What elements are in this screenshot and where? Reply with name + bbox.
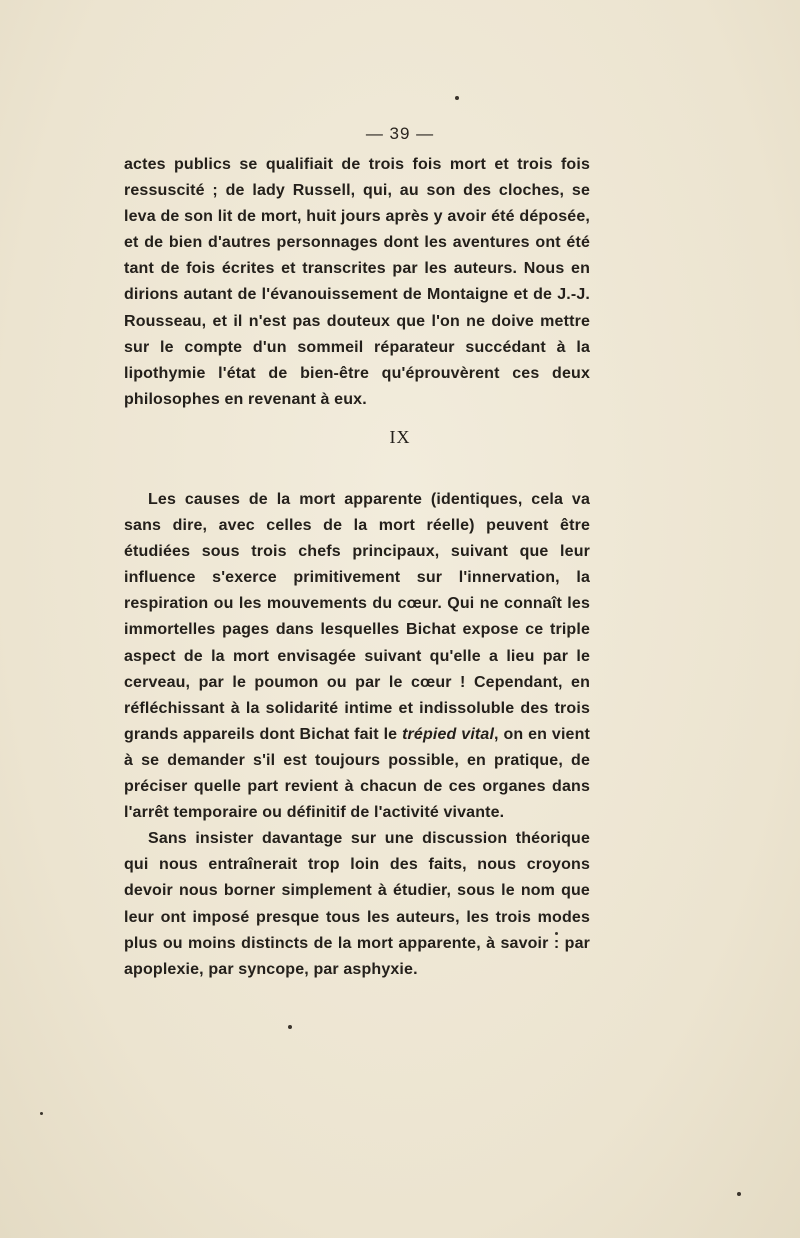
page-number: — 39 — [365,124,435,143]
paper-speck [40,1112,43,1115]
paper-speck [737,1192,741,1196]
paragraph-causes-text: Les causes de la mort apparente (identiques, cela va sans dire, avec celles de la mort réelle) peuvent être étudiées sous trois chefs principaux, suivant que leur influence s'exerce primitivement sur l'innervation, la respiration ou les mouvements du cœur. Qui ne connaît les immortelles pages dans lesquelles Bichat expose ce triple aspect de la mort envisagée suivant qu'elle a lieu par le cerveau, par le poumon ou par le cœur ! Cependant, en réfléchissant à la solidarité intime et indissoluble des trois grands appareils dont Bichat fait le [124,491,590,743]
paragraph-causes [124,487,590,826]
section-body [124,487,590,983]
paragraph-causes-text-end: , on en vient à se demander s'il est toujours possible, en pratique, de préciser quelle part revient à chacun de ces organes dans l'arrêt temporaire ou définitif de l'activité vivante. [124,725,591,822]
paragraph-top [124,152,590,413]
paragraph-modes: Sans insister davantage sur une discussion théorique qui nous entraînerait trop loin des faits, nous croyons devoir nous borner simplement à étudier, sous le nom que leur ont imposé presque tous les auteurs, les trois modes plus ou moins distincts de la mort apparente, à savoir : par apoplexie, par syncope, par asphyxie. [124,830,590,978]
paper-speck [455,96,459,100]
paper-speck [555,932,558,935]
section-heading: IX [389,427,411,447]
paragraph-text: actes publics se qualifiait de trois fois mort et trois fois ressuscité ; de lady Russell, qui, au son des cloches, se leva de son lit de mort, huit jours après y avoir été déposée, et de bien d'autres personnages dont les aventures ont été tant de fois écrites et transcrites par les auteurs. Nous en dirions autant de l'évanouissement de Montaigne et de J.-J. Rousseau, et il n'est pas douteux que l'on ne doive mettre sur le compte d'un sommeil réparateur succédant à la lipothymie l'état de bien-être qu'éprouvèrent ces deux philosophes en revenant à eux. [124,156,590,408]
paper-speck [288,1025,292,1029]
italic-term: trépied vital [402,725,495,743]
